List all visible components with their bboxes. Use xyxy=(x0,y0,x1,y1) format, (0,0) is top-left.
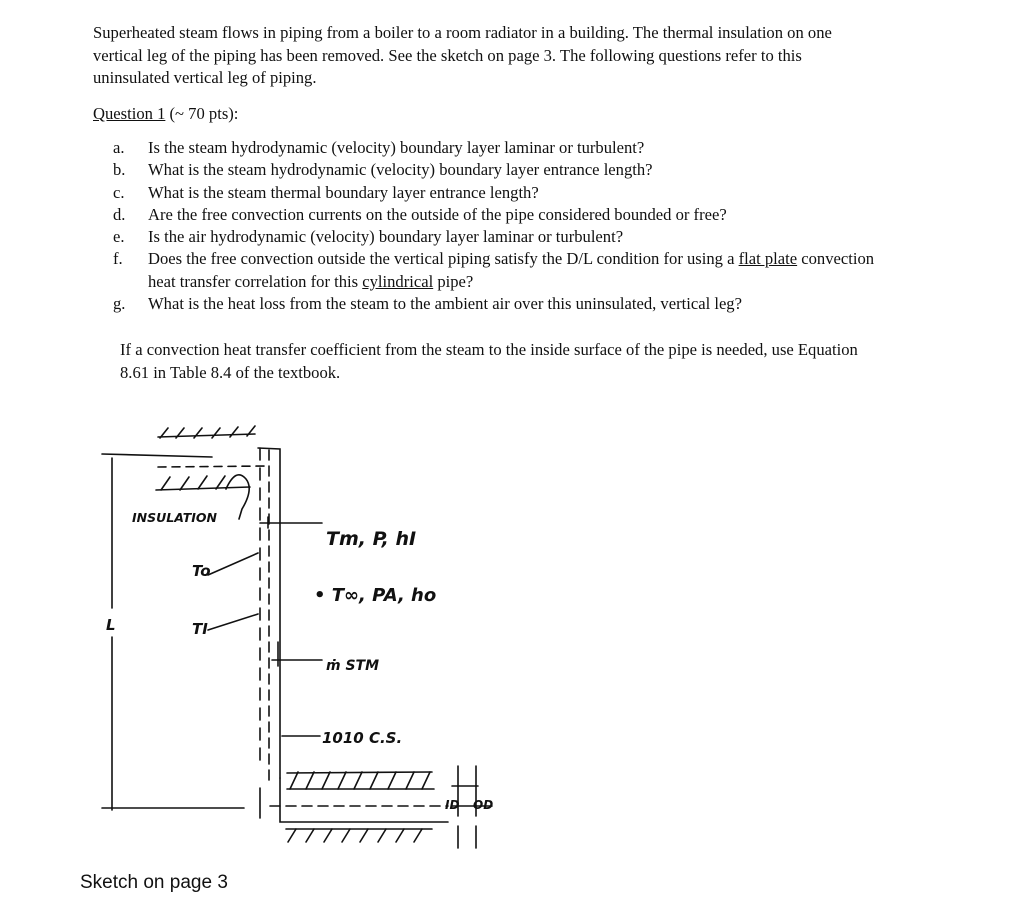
question-item-g: g. What is the heat loss from the steam to the ambient air over this uninsulated, vertical leg? xyxy=(113,294,742,314)
question-item-a: a. Is the steam hydrodynamic (velocity) boundary layer laminar or turbulent? xyxy=(113,138,645,157)
insulation-bottom-hatch-1 xyxy=(290,772,430,789)
id-label: ID xyxy=(445,798,460,812)
material-label: 1010 C.S. xyxy=(322,729,403,747)
length-top-tick xyxy=(102,454,212,457)
insulation-bottom-hatch-2 xyxy=(288,829,422,842)
steam-props-label: Tm, P, hI xyxy=(326,528,417,550)
t-outer-leader xyxy=(208,553,258,575)
insulation-bottom-line-1 xyxy=(287,772,432,773)
insulation-leader xyxy=(226,475,249,519)
question-item-b: b. What is the steam hydrodynamic (velocity) boundary layer entrance length? xyxy=(113,160,653,180)
air-props-label: • T∞, PA, ho xyxy=(314,585,437,606)
intro-paragraph: Superheated steam flows in piping from a boiler to a room radiator in a building. The thermal insulation on one vertical leg of the piping has been removed. See the sketch on page 3. The following questions refer to this uninsulated vertical leg of piping. xyxy=(93,23,832,87)
insulation-dash-line xyxy=(158,466,268,467)
note-paragraph: If a convection heat transfer coefficient from the steam to the inside surface of the pipe is needed, use Equation 8.61 in Table 8.4 of the textbook. xyxy=(120,340,858,382)
question-label: Question 1 xyxy=(93,104,166,123)
sketch-caption: Sketch on page 3 xyxy=(80,872,228,893)
length-label: L xyxy=(106,616,116,634)
question-points: (~ 70 pts): xyxy=(165,104,239,123)
insulation-label: INSULATION xyxy=(132,510,217,525)
t-outer-label: To xyxy=(192,562,211,580)
question-item-f: f. Does the free convection outside the vertical piping satisfy the D/L condition for using a flat plate convection heat transfer correlation for this cylindrical pipe? xyxy=(113,249,875,291)
question-item-c: c. What is the steam thermal boundary layer entrance length? xyxy=(113,182,539,202)
insulation-top-line-1 xyxy=(158,434,255,437)
t-inner-leader xyxy=(208,614,258,630)
question-item-d: d. Are the free convection currents on the outside of the pipe considered bounded or free? xyxy=(113,204,727,224)
insulation-top-line-2 xyxy=(156,487,250,490)
id-od-extensions xyxy=(452,786,478,848)
od-label: OD xyxy=(473,798,494,812)
flow-label: ṁ STM xyxy=(326,658,380,674)
t-inner-label: TI xyxy=(192,620,208,638)
question-item-e: e. Is the air hydrodynamic (velocity) boundary layer laminar or turbulent? xyxy=(113,227,624,247)
pipe-bottom-wall xyxy=(280,778,448,822)
